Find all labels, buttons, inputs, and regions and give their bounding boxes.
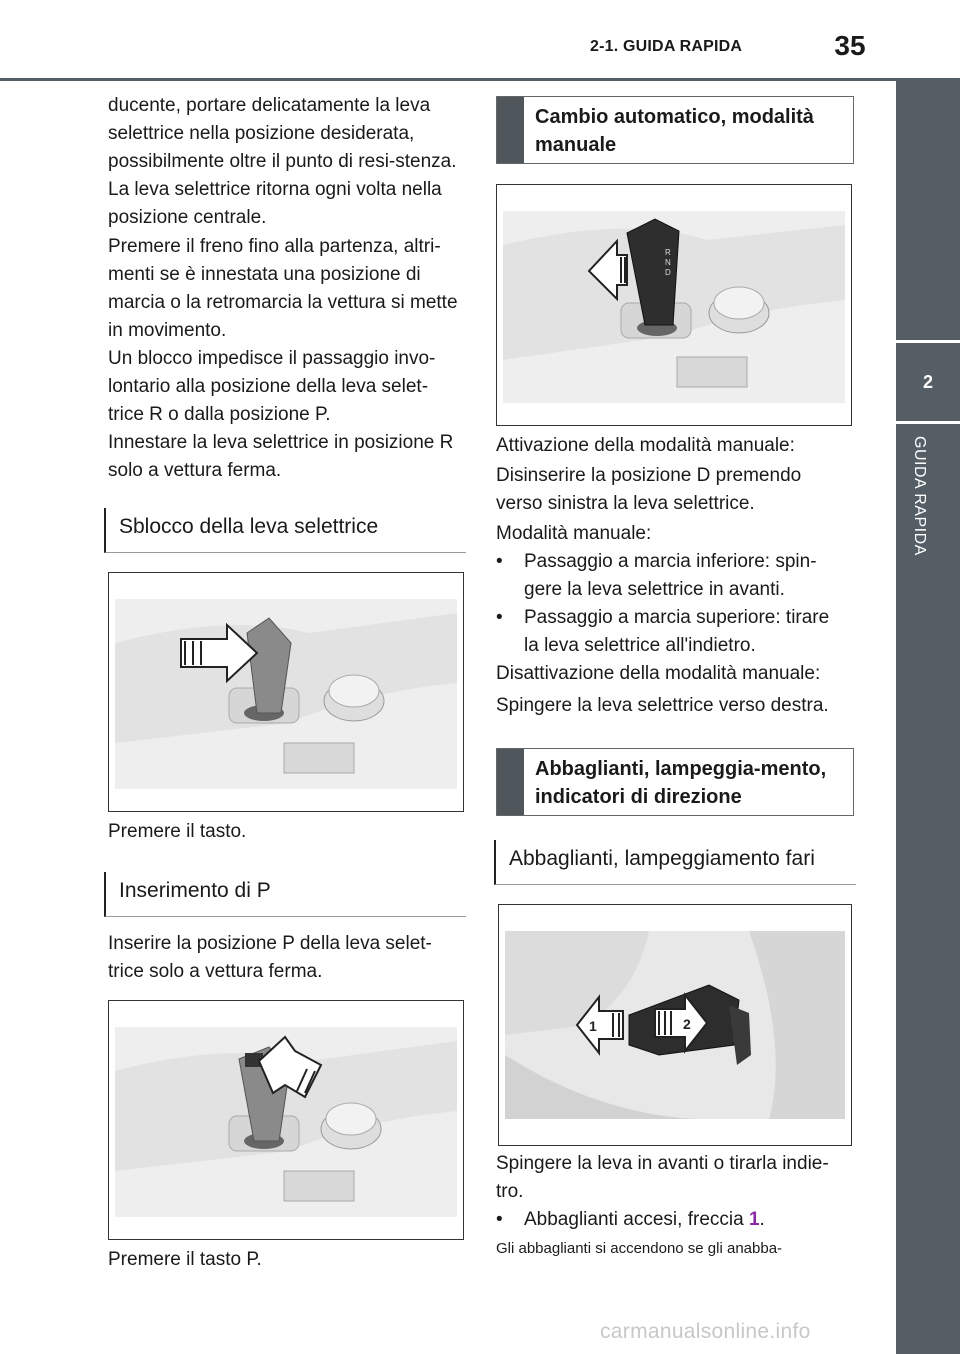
svg-text:R: R — [665, 248, 671, 257]
left-paragraph-4: Innestare la leva selettrice in posizione R solo a vettura ferma. — [108, 432, 454, 481]
left-paragraph-2: Premere il freno fino alla partenza, altri-menti se è innestata una posizione di marcia o la retromarcia la vettura si mette in movimento. — [108, 236, 458, 341]
subheading-unlock: Sblocco della leva selettrice — [104, 508, 466, 553]
figure-p-illustration — [109, 1001, 463, 1239]
right-paragraph-5: Spingere la leva selettrice verso destra. — [496, 695, 829, 716]
svg-text:D: D — [665, 268, 671, 277]
right-paragraph-7: Gli abbaglianti si accendono se gli anabba- — [496, 1240, 783, 1257]
running-header: 2-1. GUIDA RAPIDA — [590, 38, 743, 55]
header-rule — [0, 78, 960, 81]
caption-unlock: Premere il tasto. — [108, 821, 247, 842]
figure-manual-illustration — [497, 185, 851, 425]
right-paragraph-2: Disinserire la posizione D premendo verso sinistra la leva selettrice. — [496, 465, 802, 514]
left-paragraph-5: Inserire la posizione P della leva selet-trice solo a vettura ferma. — [108, 933, 432, 982]
right-paragraph-6: Spingere la leva in avanti o tirarla indie-tro. — [496, 1153, 829, 1202]
figure-insert-p — [108, 1000, 464, 1240]
right-paragraph-4: Disattivazione della modalità manuale: — [496, 663, 821, 684]
figure-unlock-lever — [108, 572, 464, 812]
caption-insert-p: Premere il tasto P. — [108, 1249, 262, 1270]
figure-unlock-illustration — [109, 573, 463, 811]
figure-high-beam — [498, 904, 852, 1146]
section-box-lights: Abbaglianti, lampeggia-mento, indicatori di direzione — [496, 748, 854, 816]
figure-label-1: 1 — [589, 1018, 597, 1034]
right-paragraph-3: Modalità manuale: — [496, 523, 652, 544]
figure-manual-mode — [496, 184, 852, 426]
figure-high-beam-illustration — [499, 905, 851, 1145]
left-paragraph-3: Un blocco impedisce il passaggio invo-lontario alla posizione della leva selet-trice R o dalla posizione P. — [108, 348, 436, 425]
chapter-tab: 2 — [896, 343, 960, 421]
svg-text:N: N — [665, 258, 671, 267]
watermark: carmanualsonline.info — [600, 1320, 811, 1343]
figure-label-2: 2 — [683, 1016, 691, 1032]
chapter-label: GUIDA RAPIDA — [911, 436, 928, 556]
subheading-high-beam: Abbaglianti, lampeggiamento fari — [494, 840, 856, 885]
side-bar-upper — [896, 81, 960, 340]
section-box-automatic: Cambio automatico, modalità manuale — [496, 96, 854, 164]
subheading-insert-p: Inserimento di P — [104, 872, 466, 917]
page-number: 35 — [834, 30, 866, 61]
left-paragraph-1: ducente, portare delicatamente la leva selettrice nella posizione desiderata, possibilmente oltre il punto di resi-stenza. La leva selettrice ritorna ogni volta nella posizione centrale. — [108, 95, 457, 228]
arrow-ref-1: 1 — [748, 1209, 760, 1230]
right-paragraph-1: Attivazione della modalità manuale: — [496, 435, 795, 456]
